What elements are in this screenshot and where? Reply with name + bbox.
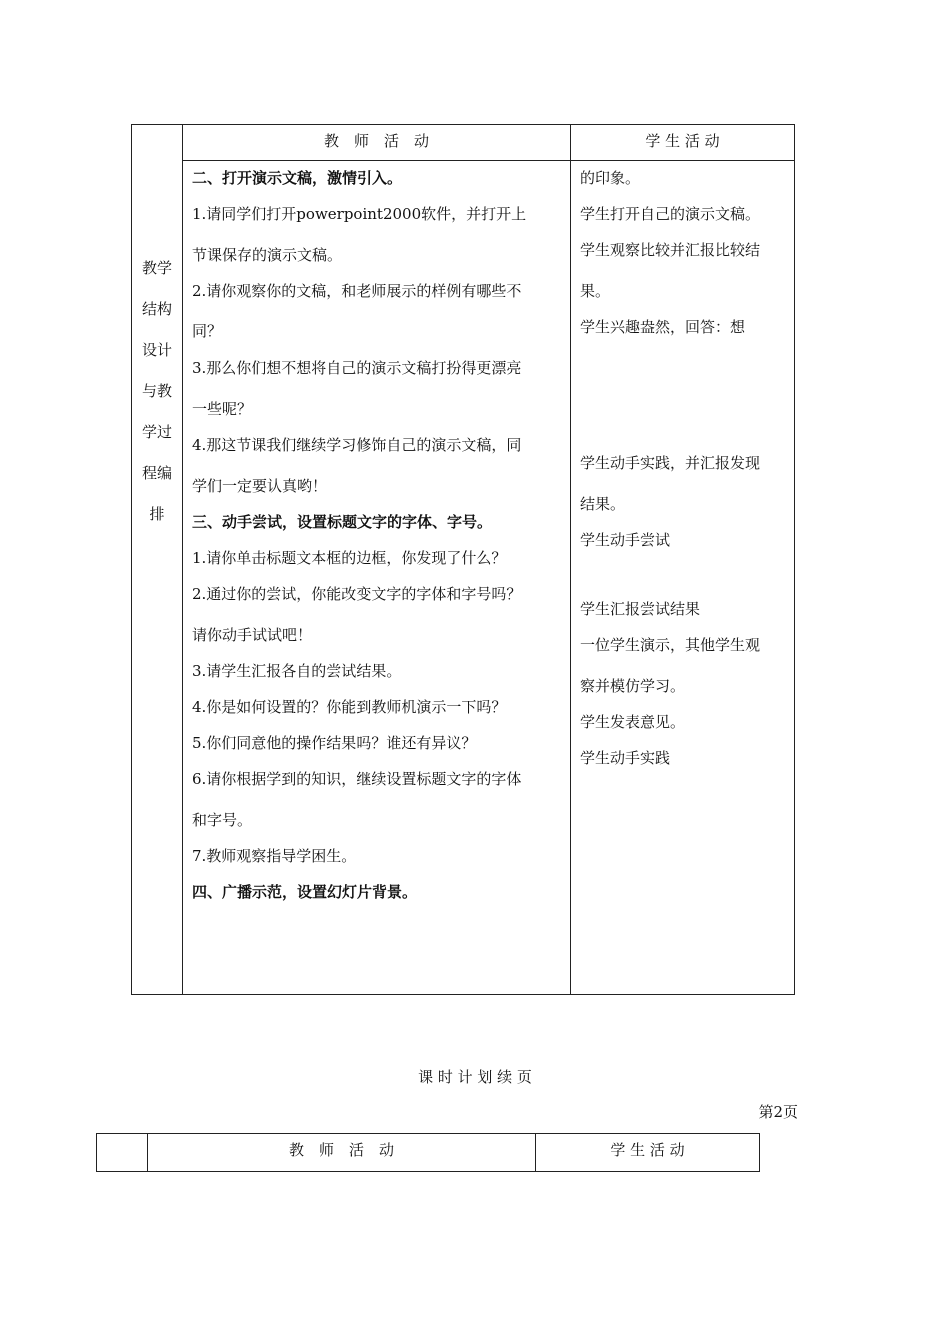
teacher-line: 和字号。 bbox=[192, 811, 253, 829]
teacher-line: 4.那这节课我们继续学习修饰自己的演示文稿，同 bbox=[192, 436, 522, 454]
teacher-activity-header: 教 师 活 动 bbox=[323, 132, 429, 150]
teacher-line: 3.那么你们想不想将自己的演示文稿打扮得更漂亮 bbox=[192, 359, 522, 377]
teacher-line: 2.通过你的尝试，你能改变文字的字体和字号吗？ bbox=[192, 585, 522, 603]
student-line: 的印象。 bbox=[580, 169, 641, 187]
side-label-line: 学过 bbox=[141, 423, 172, 441]
section-heading: 二、打开演示文稿，激情引入。 bbox=[192, 169, 403, 187]
student-line: 学生兴趣盎然，回答：想 bbox=[580, 318, 746, 336]
student-activity-header: 学 生 活 动 bbox=[645, 132, 720, 150]
side-label-line: 结构 bbox=[141, 300, 172, 318]
teacher-line: 请你动手试试吧！ bbox=[192, 626, 313, 644]
teacher-line: 3.请学生汇报各自的尝试结果。 bbox=[192, 662, 402, 680]
teacher-activity-header: 教 师 活 动 bbox=[288, 1141, 394, 1159]
teacher-line: 1.请你单击标题文本框的边框，你发现了什么？ bbox=[192, 549, 507, 567]
side-label bbox=[132, 248, 182, 535]
teacher-line: 4.你是如何设置的？你能到教师机演示一下吗？ bbox=[192, 698, 507, 716]
student-line: 果。 bbox=[580, 282, 611, 300]
section-heading: 四、广播示范，设置幻灯片背景。 bbox=[192, 883, 418, 901]
teacher-line: 学们一定要认真哟！ bbox=[192, 477, 328, 495]
teacher-line: 2.请你观察你的文稿，和老师展示的样例有哪些不 bbox=[192, 282, 522, 300]
student-line: 学生汇报尝试结果 bbox=[580, 600, 701, 618]
student-line: 学生动手实践 bbox=[580, 749, 671, 767]
side-label-line: 程编 bbox=[141, 464, 172, 482]
teacher-line: 6.请你根据学到的知识，继续设置标题文字的字体 bbox=[192, 770, 522, 788]
teacher-line: 5.你们同意他的操作结果吗？谁还有异议？ bbox=[192, 734, 477, 752]
student-line: 察并模仿学习。 bbox=[580, 677, 686, 695]
teacher-line: 节课保存的演示文稿。 bbox=[192, 246, 343, 264]
student-line: 学生发表意见。 bbox=[580, 713, 686, 731]
side-label-line: 设计 bbox=[141, 341, 172, 359]
teacher-line: 1.请同学们打开powerpoint2000软件，并打开上 bbox=[192, 205, 527, 223]
teacher-line: 一些呢？ bbox=[192, 400, 253, 418]
student-line: 结果。 bbox=[580, 495, 626, 513]
student-line: 学生打开自己的演示文稿。 bbox=[580, 205, 761, 223]
student-line: 学生动手尝试 bbox=[580, 531, 671, 549]
student-line: 一位学生演示，其他学生观 bbox=[580, 636, 761, 654]
teacher-line: 同？ bbox=[192, 322, 223, 340]
page-number: 第2页 bbox=[758, 1103, 798, 1121]
continuation-title: 课 时 计 划 续 页 bbox=[418, 1068, 532, 1086]
student-line: 学生观察比较并汇报比较结 bbox=[580, 241, 761, 259]
side-label-line: 排 bbox=[149, 505, 165, 523]
teacher-line: 7.教师观察指导学困生。 bbox=[192, 847, 357, 865]
section-heading: 三、动手尝试，设置标题文字的字体、字号。 bbox=[192, 513, 493, 531]
side-label-line: 教学 bbox=[141, 259, 172, 277]
student-line: 学生动手实践，并汇报发现 bbox=[580, 454, 761, 472]
student-activity-header: 学 生 活 动 bbox=[610, 1141, 685, 1159]
side-label-line: 与教 bbox=[141, 382, 172, 400]
